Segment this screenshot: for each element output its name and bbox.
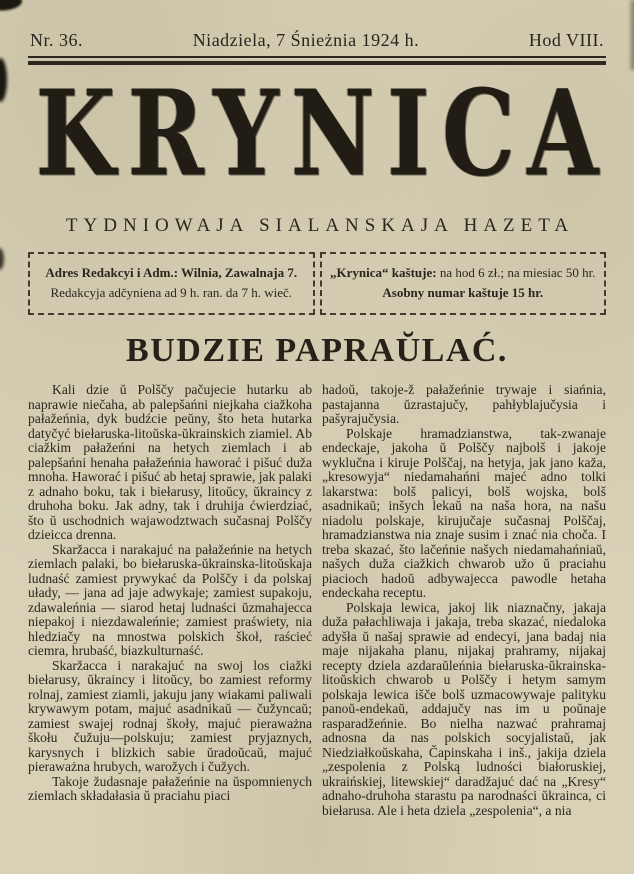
- info-boxes-row: [28, 252, 606, 315]
- address-value: Wilnia, Zawalnaja 7.: [181, 265, 298, 280]
- article-headline: BUDZIE PAPRAŬLAĆ.: [126, 332, 508, 370]
- article-body: [28, 383, 606, 818]
- newspaper-title: KRYNICA: [35, 64, 611, 203]
- paragraph: Polskaja lewica, jakoj lik niaznačny, jakaja duža pałachliwaja i jakaja, treba skazać, niedaloka adyšła ŭ našaj sprawie ad endecyi, jana badaj nia maje nijakaha planu, nijakaj prahramy, nijakaj recepty dziela azdaraŭleńnia biełaruska-ŭkrainska-litoŭskich chwarob u Polščy i hetym samym polskaja lewica išče bolš uzmacowywaje palityku panoŭ-endekaŭ, addajučy nas im u poŭnaje rasparadžeńnie. Bo nielha nazwać prahramaj adnosna da nas polskich socyjalistaŭ, jak Niedziałkoŭskaha, Čapinskaha i inš., jakija dziela „zespolenia z Polską ludności białoruskiej, ukraińskiej, litewskiej“ daradžajuć dać na „Kresy“ adnaho-druhoha starastu pa narodnaści ŭkrainca, ci biełarusa. Ale i heta dziela „zespolenia“, a nia: [322, 599, 606, 818]
- scan-artifact: [0, 0, 23, 12]
- price-label: „Krynica“ kaštuje:: [330, 265, 440, 280]
- single-issue-price-line: Asobny numar kaštuje 15 hr.: [382, 285, 544, 301]
- price-value: na hod 6 zł.; na miesiac 50 hr.: [439, 265, 596, 280]
- price-line: [326, 263, 601, 283]
- scan-artifact: [0, 248, 4, 270]
- editorial-address-box: [28, 252, 315, 315]
- paragraph: Skaržacca i narakajuć na pałažeńnie na hetych ziemlach palaki, bo biełaruska-ŭkrainska-litoŭskaja ludnaść zamiest prywykać da Polščy i da polskaj ułady, — jana ad jaje adwykaje; zamiest supakoju, zdawaleńnia — siarod hetaj ludnaści ŭzmahajecca niepakoj i niezdawaleńnie; zamiest praświety, nia hledziačy na mnostwa polskich škoł, raścieć ciemra, hrubaść, biazkulturnaść.: [28, 541, 312, 659]
- paragraph: Kali dzie ŭ Polščy pačujecie hutarku ab naprawie niečaha, ab palepšańni niejkaha ciažkoha pałažeńnia, dyk budźcie peŭny, što heta hutarka datyčyć biełaruska-litoŭska-ŭkrainskich ziamiel. Ab ciažkim pałažeńni na hetych ziemlach i ab palepšańni henaha pałažeńnia haworać i pišuć duža mnoha. Haworać i pišuć ab hetaj sprawie, jak palaki z adnaho boku, tak i biełarusy, litoŭcy, ŭkraincy z druhoha boku. Jak adny, tak i druhija ćwierdziać, što ŭ uschodnich wajawodztwach sučasnaj Polščy dzieicca drenna.: [28, 382, 312, 543]
- paragraph: Polskaje hramadzianstwa, tak-zwanaje endeckaje, jakoha ŭ Polščy najbolš i jakoje wyklučna i kiruje Polščaj, na hetyja, jak jano kaža, „kresowyja“ niedamahańni majeć adno tolki lakarstwa: bolš palicyi, bolš wojska, bolš asadnikaŭ; inšych lekaŭ na naša hora, na našu niadolu polskaje, kirujučaje sučasnaj Polščaj, hramadzianstwa nia znaje susim i znać nia choča. I treba skazać, što lačeńnie našych niedamahańniaŭ, našych duža ciažkich chwarob užo ŭ praciahu piacioch hadoŭ adbywajecca pawodle hetaha endeckaha receptu.: [322, 425, 606, 601]
- paragraph: Takoje žudasnaje pałažeńnie na ŭspomnienych ziemlach składałasia ŭ praciahu piaci: [28, 773, 312, 804]
- subscription-price-box: [320, 252, 607, 315]
- address-label: Adres Redakcyi i Adm.:: [45, 265, 182, 280]
- issue-header-row: [30, 30, 604, 51]
- newspaper-subtitle: TYDNIOWAJA SIALANSKAJA HAZETA: [65, 215, 575, 236]
- issue-number: Nr. 36.: [30, 30, 83, 50]
- paragraph: Skaržacca i narakajuć na swoj los ciažki biełarusy, ŭkraincy i litoŭcy, bo zamiest reformy rolnaj, zamiest ziamli, jakuju jany wiakami paliwali krywawym potam, majuć asadnikaŭ — čužyncaŭ; zamiest swajej rodnaj škoły, majuć pieraważna škołu čužuju—polskuju; zamiest pryjaznych, karysnych i blizkich sabie ŭradoŭcaŭ, majuć pieraważna hrubych, warožych i čužych.: [28, 657, 312, 775]
- office-hours-line: Redakcyja adčyniena ad 9 h. ran. da 7 h. wieč.: [50, 285, 292, 301]
- masthead-wrap: [0, 64, 634, 207]
- issue-year: Hod VIII.: [528, 30, 604, 50]
- issue-date: Niadziela, 7 Śnieżnia 1924 h.: [192, 30, 420, 50]
- paragraph-continuation: hadoŭ, takoje-ž pałažeńnie trywaje i siańnia, pastajanna ŭzrastajučy, pahłyblajučysia i pašyrajučysia.: [322, 382, 606, 427]
- article-column-left: [28, 383, 312, 818]
- address-line: [34, 263, 309, 283]
- article-column-right: [322, 383, 606, 818]
